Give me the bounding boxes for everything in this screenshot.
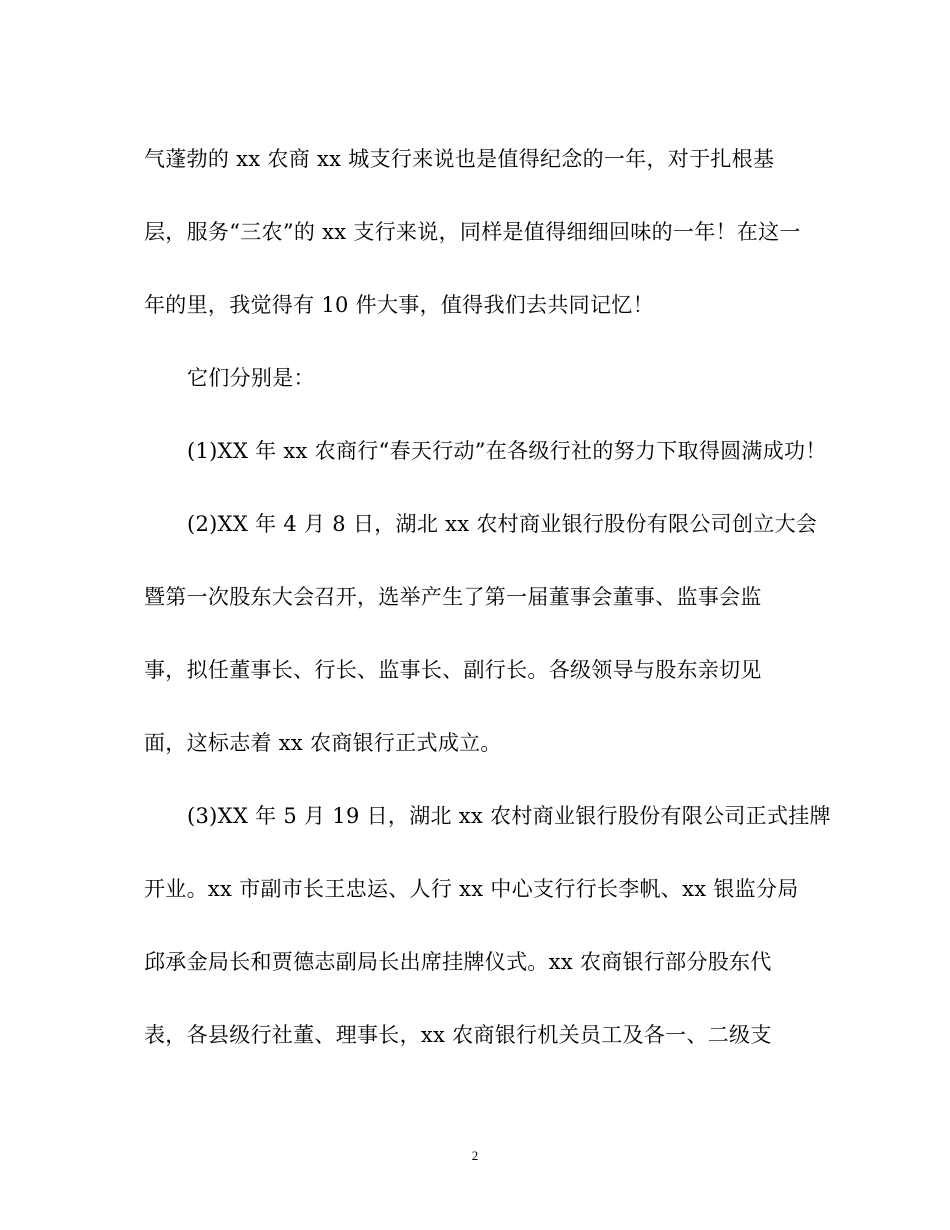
text-line: 开业。xx 市副市长王忠运、人行 xx 中心支行行长李帆、xx 银监分局: [144, 877, 799, 901]
text-line: 邱承金局长和贾德志副局长出席挂牌仪式。xx 农商银行部分股东代: [144, 950, 772, 974]
body-text: [144, 134, 831, 1083]
list-item-3: (3)XX 年 5 月 19 日，湖北 xx 农村商业银行股份有限公司正式挂牌: [187, 804, 831, 828]
list-item-1: (1)XX 年 xx 农商行“春天行动”在各级行社的努力下取得圆满成功！: [187, 439, 827, 463]
list-item-2: (2)XX 年 4 月 8 日，湖北 xx 农村商业银行股份有限公司创立大会: [187, 512, 818, 536]
text-line: 年的里，我觉得有 10 件大事，值得我们去共同记忆！: [144, 293, 654, 317]
text-line: 表，各县级行社董、理事长，xx 农商银行机关员工及各一、二级支: [144, 1023, 772, 1047]
text-line: 暨第一次股东大会召开，选举产生了第一届董事会董事、监事会监: [144, 585, 762, 609]
page-number: 2: [471, 1148, 479, 1163]
text-line: 事，拟任董事长、行长、监事长、副行长。各级领导与股东亲切见: [144, 658, 762, 682]
text-line: 气蓬勃的 xx 农商 xx 城支行来说也是值得纪念的一年，对于扎根基: [144, 147, 775, 171]
text-line: 面，这标志着 xx 农商银行正式成立。: [144, 731, 502, 755]
text-line: 层，服务“三农”的 xx 支行来说，同样是值得细细回味的一年！在这一: [144, 220, 801, 244]
paragraph-intro: 它们分别是：: [187, 366, 315, 390]
